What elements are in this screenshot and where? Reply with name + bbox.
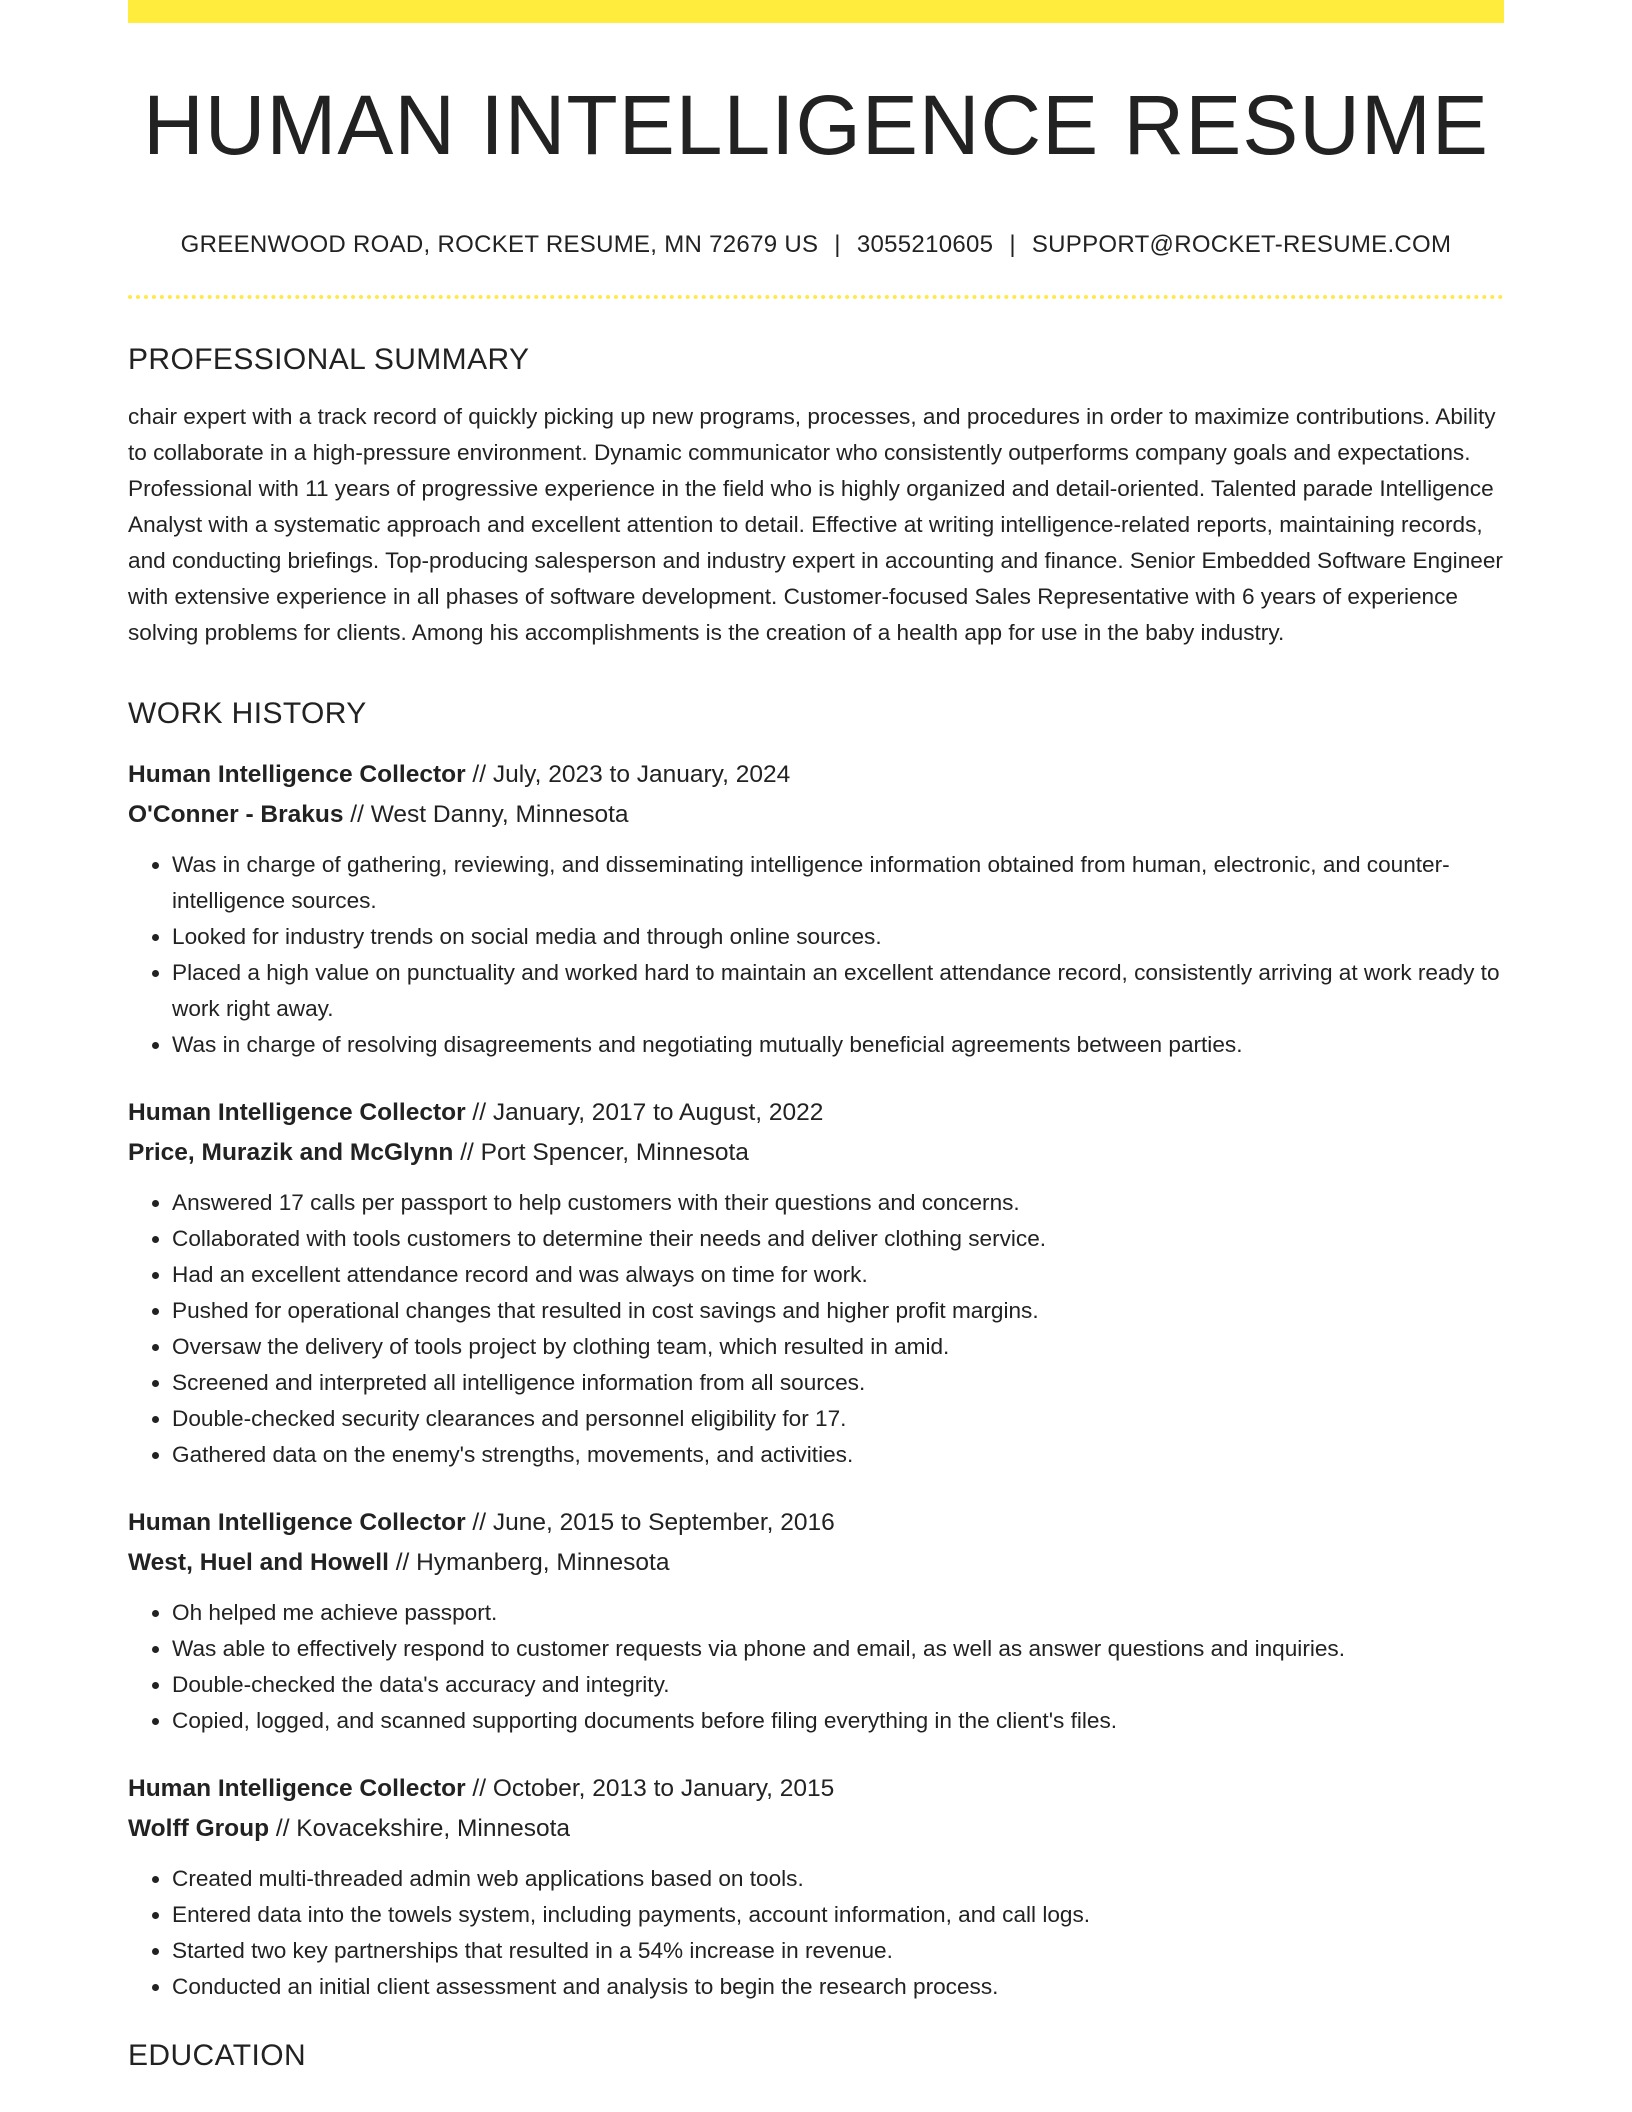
job-company: O'Conner - Brakus <box>128 801 344 828</box>
job-bullet: • Double-checked the data's accuracy and integrity. <box>172 1667 1504 1703</box>
job-title: Human Intelligence Collector <box>128 1775 466 1802</box>
page-title: HUMAN INTELLIGENCE RESUME <box>143 78 1489 172</box>
job-company-line <box>128 1809 1504 1849</box>
contact-address: GREENWOOD ROAD, ROCKET RESUME, MN 72679 US <box>180 231 819 258</box>
job-bullet: • Copied, logged, and scanned supporting documents before filing everything in the client's files. <box>172 1703 1504 1739</box>
contact-separator: | <box>834 231 841 258</box>
job-bullet: • Was in charge of resolving disagreements and negotiating mutually beneficial agreements between parties. <box>172 1027 1504 1063</box>
dotted-divider <box>128 295 1504 299</box>
contact-separator: | <box>1009 231 1016 258</box>
contact-line <box>128 233 1504 257</box>
summary-text: chair expert with a track record of quickly picking up new programs, processes, and procedures in order to maximize contributions. Ability to collaborate in a high-pressure environment. Dynamic communicator who consistently outperforms company goals and expectations. Professional with 11 years of progressive experience in the field who is highly organized and detail-oriented. Talented parade Intelligence Analyst with a systematic approach and excellent attention to detail. Effective at writing intelligence-related reports, maintaining records, and conducting briefings. Top-producing salesperson and industry expert in accounting and finance. Senior Embedded Software Engineer with extensive experience in all phases of software development. Customer-focused Sales Representative with 6 years of experience solving problems for clients. Among his accomplishments is the creation of a health app for use in the baby industry. <box>128 404 1503 645</box>
job-bullet: • Oh helped me achieve passport. <box>172 1595 1504 1631</box>
job-dates: // July, 2023 to January, 2024 <box>465 761 791 788</box>
job-bullets <box>128 1185 1504 1473</box>
job-entry <box>128 755 1504 1063</box>
job-location: // West Danny, Minnesota <box>343 801 629 828</box>
job-bullet: • Screened and interpreted all intelligence information from all sources. <box>172 1365 1504 1401</box>
job-company-line <box>128 795 1504 835</box>
job-bullet: • Pushed for operational changes that resulted in cost savings and higher profit margins. <box>172 1293 1504 1329</box>
job-title-line <box>128 1093 1504 1133</box>
job-entry <box>128 1769 1504 2005</box>
job-company: West, Huel and Howell <box>128 1549 389 1576</box>
job-bullet: • Answered 17 calls per passport to help customers with their questions and concerns. <box>172 1185 1504 1221</box>
job-title-line <box>128 1769 1504 1809</box>
job-bullet: • Oversaw the delivery of tools project by clothing team, which resulted in amid. <box>172 1329 1504 1365</box>
job-title-line <box>128 755 1504 795</box>
job-bullet: • Gathered data on the enemy's strengths, movements, and activities. <box>172 1437 1504 1473</box>
job-company-line <box>128 1133 1504 1173</box>
top-accent-bar <box>128 0 1504 23</box>
work-history-heading: WORK HISTORY <box>128 697 367 730</box>
contact-phone: 3055210605 <box>856 231 994 258</box>
job-entry <box>128 1093 1504 1473</box>
job-bullet: • Double-checked security clearances and personnel eligibility for 17. <box>172 1401 1504 1437</box>
job-bullets <box>128 1861 1504 2005</box>
job-dates: // October, 2013 to January, 2015 <box>465 1775 835 1802</box>
job-bullet: • Placed a high value on punctuality and worked hard to maintain an excellent attendance record, consistently arriving at work ready to work right away. <box>172 955 1504 1027</box>
job-entry <box>128 1503 1504 1739</box>
resume-page <box>128 0 1504 2071</box>
job-bullet: • Conducted an initial client assessment and analysis to begin the research process. <box>172 1969 1504 2005</box>
job-location: // Port Spencer, Minnesota <box>453 1139 749 1166</box>
job-company: Price, Murazik and McGlynn <box>128 1139 454 1166</box>
work-history-list <box>128 755 1504 2005</box>
job-bullet: • Was in charge of gathering, reviewing, and disseminating intelligence information obtained from human, electronic, and counter-intelligence sources. <box>172 847 1504 919</box>
job-bullet: • Created multi-threaded admin web applications based on tools. <box>172 1861 1504 1897</box>
job-bullet: • Was able to effectively respond to customer requests via phone and email, as well as answer questions and inquiries. <box>172 1631 1504 1667</box>
job-location: // Kovacekshire, Minnesota <box>269 1815 571 1842</box>
job-bullet: • Entered data into the towels system, including payments, account information, and call logs. <box>172 1897 1504 1933</box>
job-bullet: • Had an excellent attendance record and was always on time for work. <box>172 1257 1504 1293</box>
job-bullet: • Collaborated with tools customers to determine their needs and deliver clothing service. <box>172 1221 1504 1257</box>
job-title-line <box>128 1503 1504 1543</box>
contact-email: SUPPORT@ROCKET-RESUME.COM <box>1031 231 1452 258</box>
job-title: Human Intelligence Collector <box>128 1509 466 1536</box>
job-dates: // June, 2015 to September, 2016 <box>465 1509 835 1536</box>
job-bullet: • Looked for industry trends on social media and through online sources. <box>172 919 1504 955</box>
job-dates: // January, 2017 to August, 2022 <box>465 1099 824 1126</box>
education-heading: EDUCATION <box>128 2039 307 2072</box>
job-bullets <box>128 847 1504 1063</box>
job-company-line <box>128 1543 1504 1583</box>
job-title: Human Intelligence Collector <box>128 1099 466 1126</box>
job-location: // Hymanberg, Minnesota <box>388 1549 670 1576</box>
job-title: Human Intelligence Collector <box>128 761 466 788</box>
job-company: Wolff Group <box>128 1815 270 1842</box>
summary-heading: PROFESSIONAL SUMMARY <box>128 343 530 376</box>
job-bullet: • Started two key partnerships that resulted in a 54% increase in revenue. <box>172 1933 1504 1969</box>
job-bullets <box>128 1595 1504 1739</box>
